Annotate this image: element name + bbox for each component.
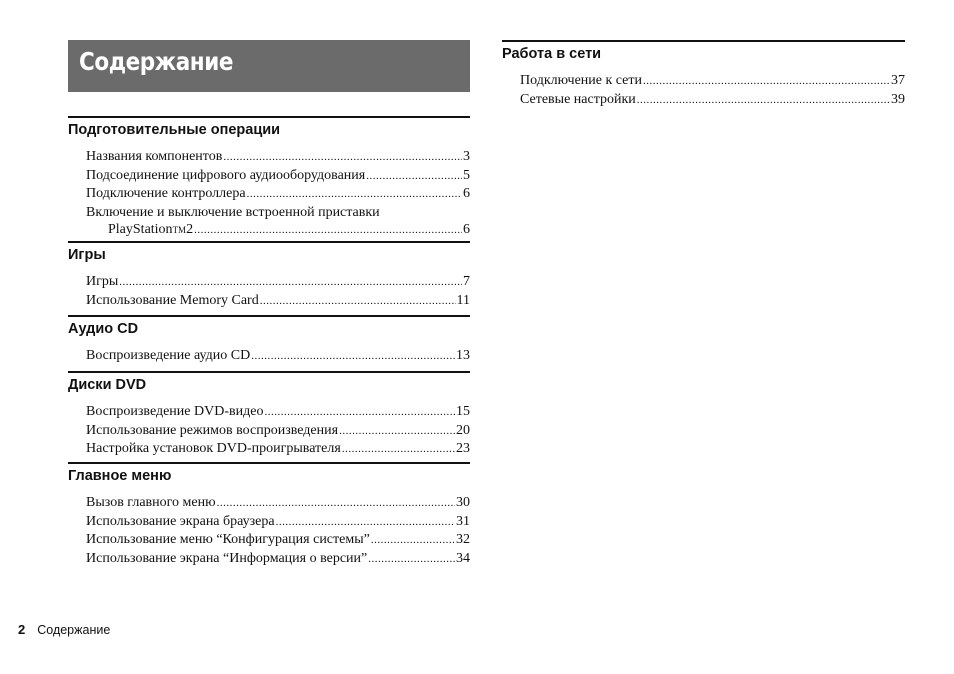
section-heading: Подготовительные операции [68,122,281,138]
toc-entry[interactable] [68,185,470,204]
section-heading: Главное меню [68,468,172,484]
toc-section-dvd [68,371,470,459]
toc-entry[interactable] [68,148,470,167]
entry-label: Настройка установок DVD-проигрывателя [86,441,341,456]
toc-section-main-menu [68,462,470,568]
section-heading: Аудио CD [68,321,139,337]
dot-leader [371,531,455,550]
toc-entry[interactable] [68,273,470,292]
toc-section-games [68,241,470,310]
section-heading: Диски DVD [68,377,147,393]
section-rule [68,462,470,464]
entry-page: 34 [456,550,470,566]
page-number: 2 [18,622,26,637]
dot-leader [260,292,456,311]
toc-entry[interactable] [68,531,470,550]
entry-label: Подключение контроллера [86,186,246,201]
page-title: Содержание [79,47,233,76]
toc-entry[interactable] [68,204,470,240]
page-footer [18,622,110,637]
toc-entry[interactable] [68,292,470,311]
toc-entry[interactable] [68,422,470,441]
entry-label: Сетевые настройки [520,91,636,107]
dot-leader [339,422,455,441]
section-heading: Работа в сети [502,46,602,62]
toc-entry[interactable] [68,513,470,532]
entry-label: Названия компонентов [86,149,223,164]
entry-label: Использование экрана “Информация о версии” [86,550,368,566]
entry-label: Использование режимов воспроизведения [86,422,339,438]
entry-label: Вызов главного меню [86,495,216,510]
toc-section-audio-cd [68,315,470,366]
entry-page: 37 [891,73,905,88]
toc-entry[interactable] [68,550,470,569]
dot-leader [223,148,462,167]
entry-page: 32 [456,532,470,547]
entry-label: Игры [86,274,119,289]
entry-page: 11 [456,292,470,308]
entry-label: Включение и выключение встроенной приставки [86,204,380,220]
section-rule [68,116,470,118]
dot-leader [264,403,455,422]
entry-page: 30 [456,495,470,510]
entry-label: Использование меню “Конфигурация системы” [86,532,370,547]
entry-label-suffix: 2 [186,222,194,237]
toc-entry[interactable] [68,403,470,422]
section-rule [68,315,470,317]
entry-page: 31 [456,513,470,529]
toc-entry[interactable] [68,440,470,459]
entry-label: Использование Memory Card [86,292,259,308]
dot-leader [247,185,462,204]
section-rule [68,371,470,373]
dot-leader [217,494,455,513]
entry-page: 5 [463,167,470,183]
entry-page: 6 [463,222,470,237]
dot-leader [366,167,462,186]
entry-page: 3 [463,149,470,164]
toc-entry[interactable] [68,347,470,366]
entry-label: Подключение к сети [520,73,643,88]
toc-entry[interactable] [502,72,905,91]
toc-section-network [502,40,905,109]
entry-label: Подсоединение цифрового аудиооборудования [86,167,366,183]
entry-page: 6 [463,186,470,201]
section-heading: Игры [68,247,106,263]
entry-page: 20 [456,422,470,438]
entry-label: Использование экрана браузера [86,513,275,529]
entry-page: 23 [456,441,470,456]
entry-label: Воспроизведение DVD-видео [86,404,264,419]
section-rule [502,40,905,42]
footer-label: Содержание [37,623,111,637]
entry-page: 15 [456,404,470,419]
toc-entry[interactable] [502,91,905,110]
entry-page: 39 [891,91,905,107]
toc-entry[interactable] [68,494,470,513]
entry-label-cont: PlayStation [108,222,173,237]
title-banner [68,40,470,92]
dot-leader [251,347,455,366]
dot-leader [368,550,455,569]
entry-label: Воспроизведение аудио CD [86,348,251,363]
section-rule [68,241,470,243]
entry-page: 7 [463,274,470,289]
dot-leader [643,72,890,91]
dot-leader [119,273,462,292]
toc-section-preparations [68,116,470,240]
dot-leader [342,440,455,459]
trademark-mark: TM [172,225,187,235]
dot-leader [276,513,455,532]
toc-entry[interactable] [68,167,470,186]
dot-leader [194,221,462,240]
entry-page: 13 [456,348,470,363]
dot-leader [637,91,890,110]
